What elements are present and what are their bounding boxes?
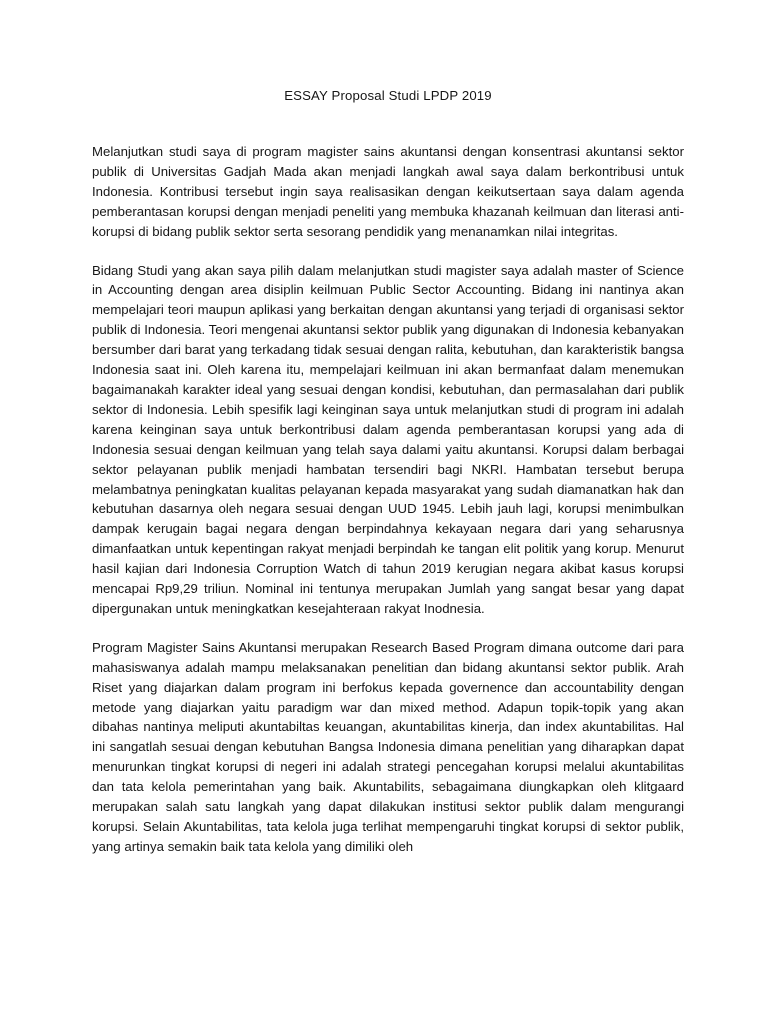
paragraph-3: Program Magister Sains Akuntansi merupakan Research Based Program dimana outcome dari para mahasiswanya adalah mampu melaksanakan penelitian dan bidang akuntansi sektor publik. Arah Riset yang diajarkan dalam program ini berfokus kepada governence dan accountability dengan metode yang diajarkan yaitu paradigm war dan mixed method. Adapun topik-topik yang akan dibahas nantinya meliputi akuntabiltas keuangan, akuntabilitas kinerja, dan index akuntabilitas. Hal ini sangatlah sesuai dengan kebutuhan Bangsa Indonesia dimana penelitian yang diharapkan dapat menurunkan tingkat korupsi di negeri ini adalah strategi pencegahan korupsi melalui akuntabilitas dan tata kelola pemerintahan yang baik. Akuntabilits, sebagaimana diungkapkan oleh klitgaard merupakan salah satu langkah yang dapat dilakukan institusi sektor publik dalam mengurangi korupsi. Selain Akuntabilitas, tata kelola juga terlihat mempengaruhi tingkat korupsi di sektor publik, yang artinya semakin baik tata kelola yang dimiliki oleh — [92, 639, 684, 854]
page-content-area — [92, 0, 684, 857]
paragraph-1: Melanjutkan studi saya di program magister sains akuntansi dengan konsentrasi akuntansi sektor publik di Universitas Gadjah Mada akan menjadi langkah awal saya dalam berkontribusi untuk Indonesia. Kontribusi tersebut ingin saya realisasikan dengan keikutsertaan saya dalam agenda pemberantasan korupsi dengan menjadi peneliti yang membuka khazanah keilmuan dan literasi anti-korupsi di bidang publik sektor serta sesorang pendidik yang menanamkan nilai integritas. — [92, 144, 684, 239]
paragraph-2: Bidang Studi yang akan saya pilih dalam melanjutkan studi magister saya adalah master of Science in Accounting dengan area disiplin keilmuan Public Sector Accounting. Bidang ini nantinya akan mempelajari teori maupun aplikasi yang berkaitan dengan akuntansi yang terjadi di organisasi sektor publik di Indonesia. Teori mengenai akuntansi sektor publik yang digunakan di Indonesia kebanyakan bersumber dari barat yang terkadang tidak sesuai dengan ralita, kebutuhan, dan karakteristik bangsa Indonesia saat ini. Oleh karena itu, mempelajari keilmuan ini akan bermanfaat dalam menemukan bagaimanakah karakter ideal yang sesuai dengan kondisi, kebutuhan, dan permasalahan dari publik sektor di Indonesia. Lebih spesifik lagi keinginan saya untuk melanjutkan studi di program ini adalah karena keinginan saya untuk berkontribusi dalam agenda pemberantasan korupsi yang ada di Indonesia sesuai dengan keilmuan yang telah saya dalami yaitu akuntansi. Korupsi dalam berbagai sektor pelayanan publik menjadi hambatan tersendiri bagi NKRI. Hambatan tersebut berupa melambatnya peningkatan kualitas pelayanan kepada masyarakat yang sudah diamanatkan hak dan kebutuhan dasarnya oleh negara sesuai dengan UUD 1945. Lebih jauh lagi, korupsi menimbulkan dampak kerugain bagai negara dengan berpindahnya kekayaan negara dari yang seharusnya dimanfaatkan untuk kepentingan rakyat menjadi berpindah ke tangan elit politik yang korup. Menurut hasil kajian dari Indonesia Corruption Watch di tahun 2019 kerugian negara akibat kasus korupsi mencapai Rp9,29 triliun. Nominal ini tentunya merupakan Jumlah yang sangat besar yang dapat dipergunakan untuk meningkatkan kesejahteraan rakyat Inodnesia. — [92, 262, 684, 616]
document-body — [92, 142, 684, 857]
page-title: ESSAY Proposal Studi LPDP 2019 — [284, 88, 492, 103]
